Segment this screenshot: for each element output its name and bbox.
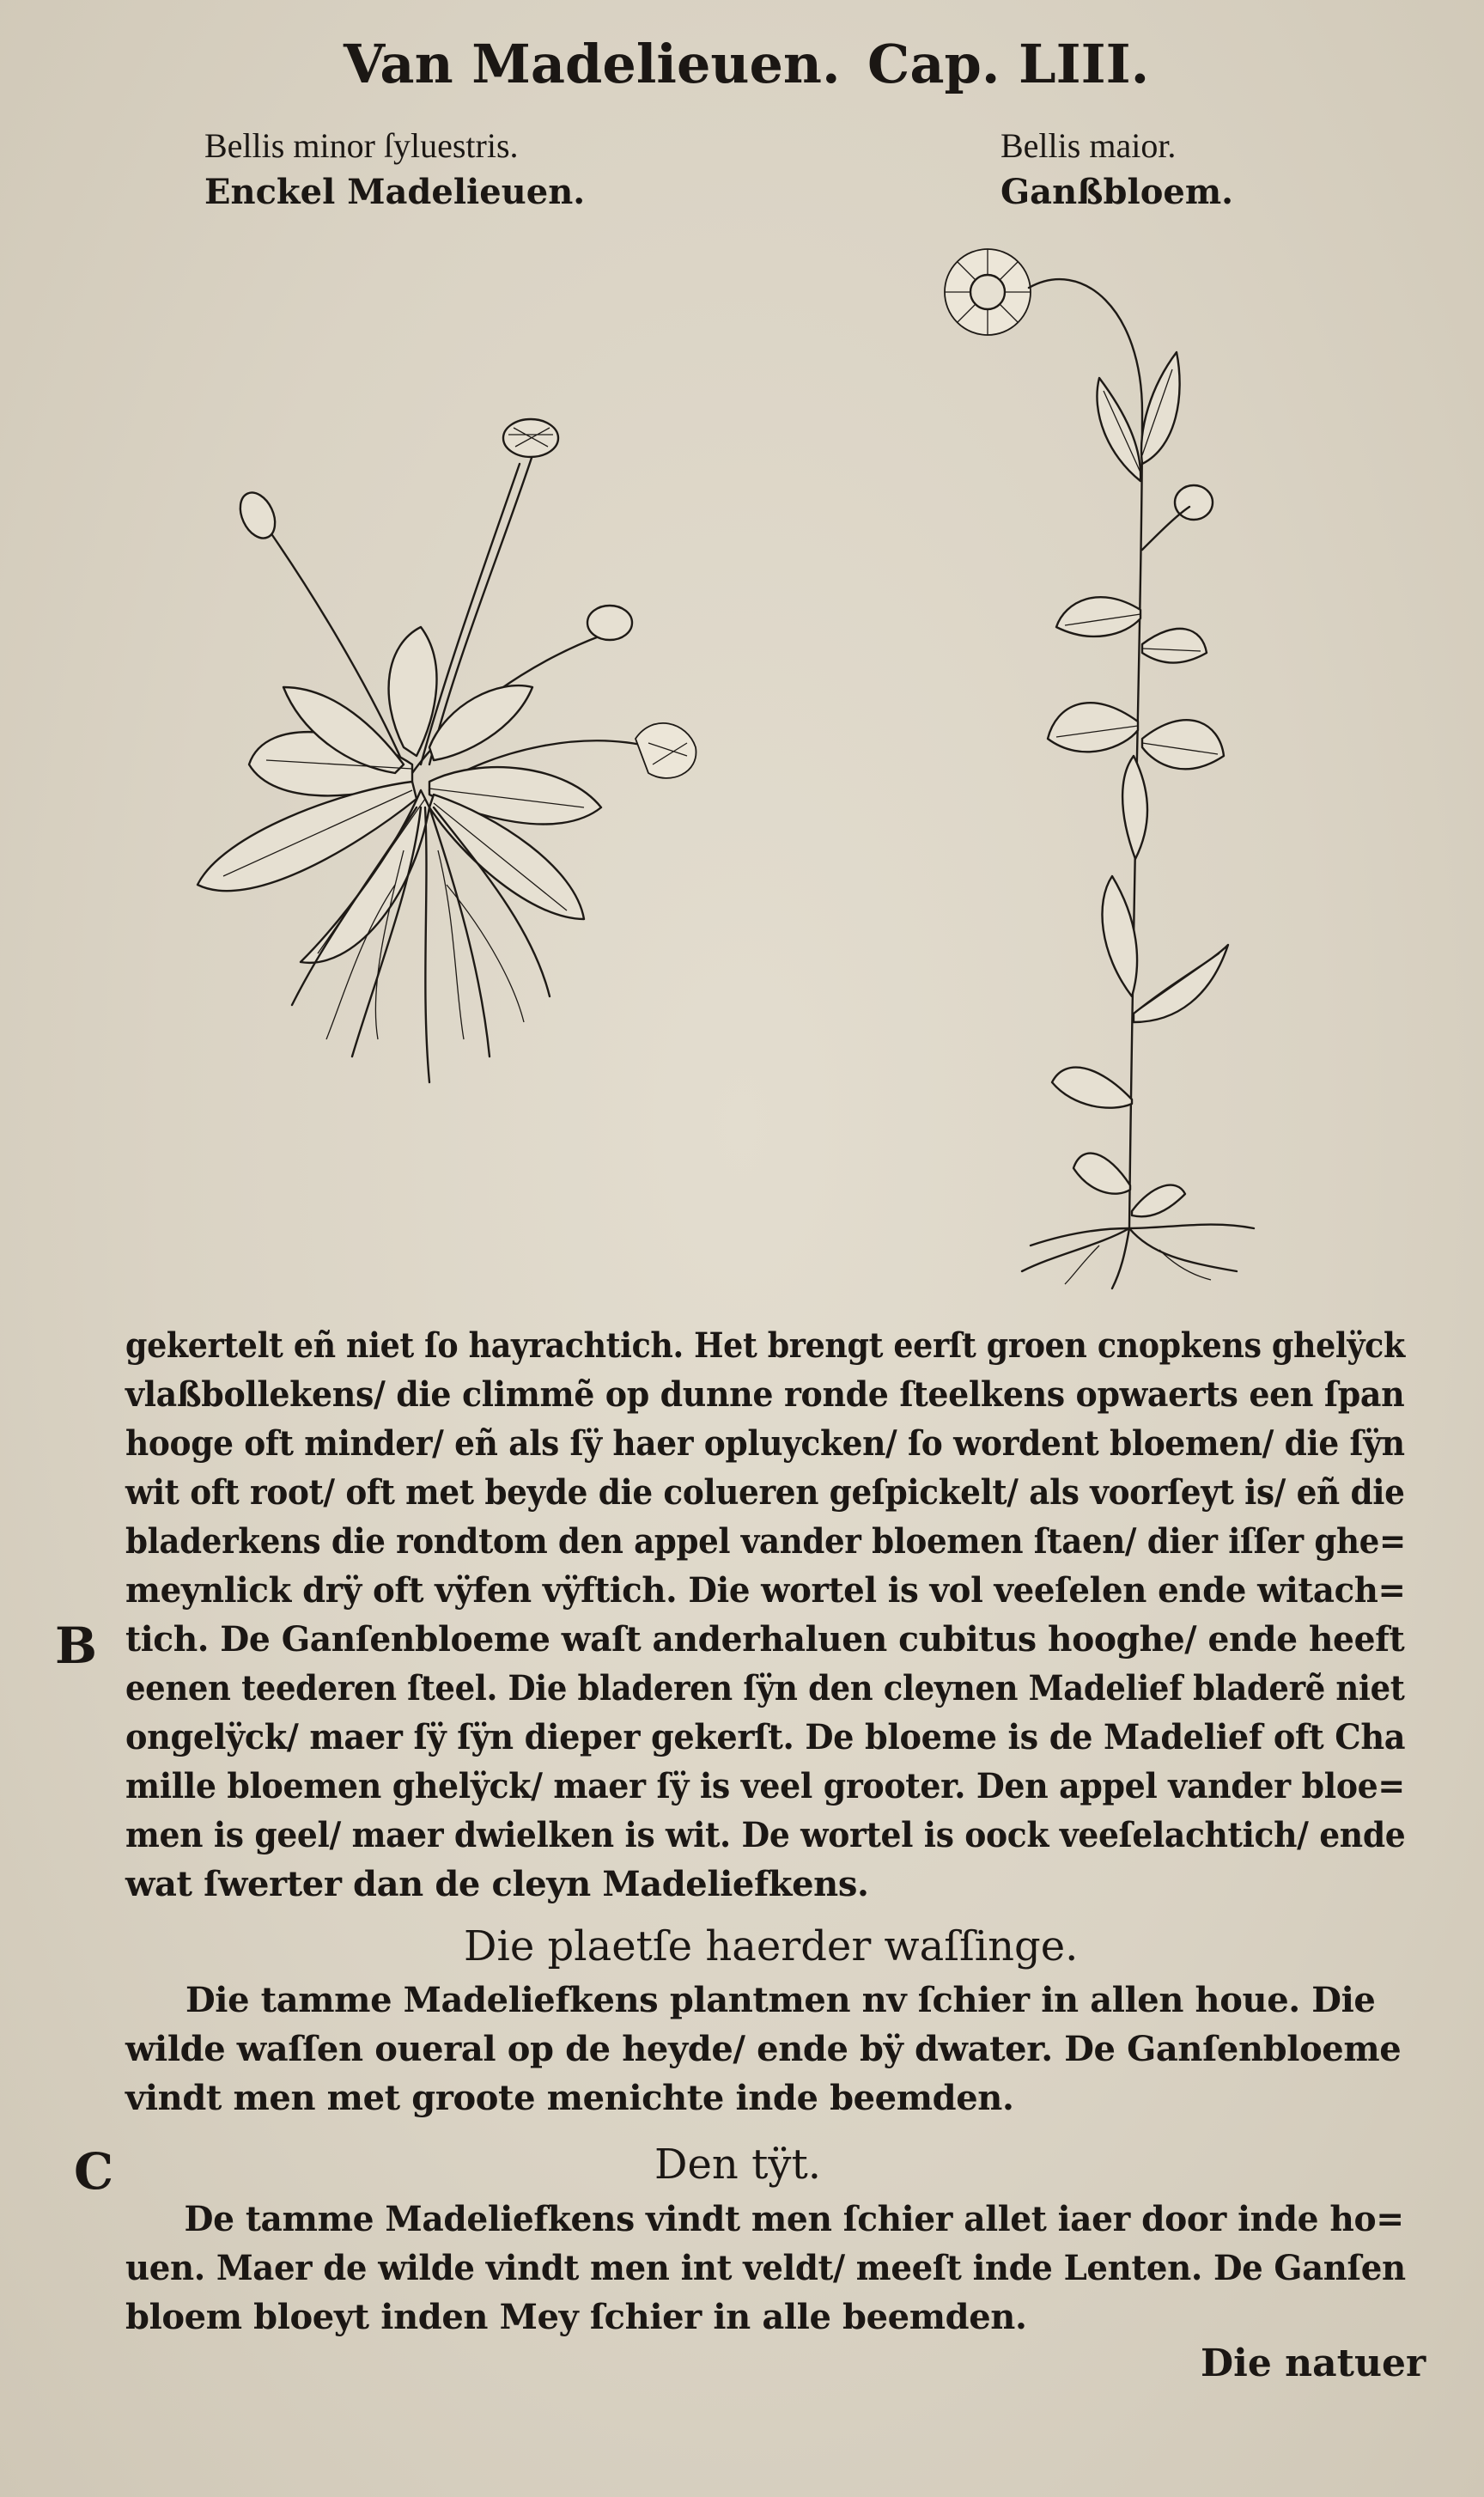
description-paragraph — [125, 1321, 1405, 1909]
catchword: Die natuer — [1201, 2342, 1426, 2385]
section-heading-place: Die plaetſe haerder waſſinge. — [464, 1922, 1079, 1970]
text-line: meynlick drÿ oft vÿfen vÿftich. Die wortel is vol veeſelen ende witach= — [125, 1570, 1406, 1611]
right-figure-vernacular-name: Ganßbloem. — [1000, 172, 1234, 212]
text-line: hooge oft minder/ eñ als ſÿ haer opluycken/ ſo wordent bloemen/ die ſÿn — [125, 1423, 1405, 1464]
section-heading-time: Den tÿt. — [654, 2141, 822, 2189]
running-title: Van Madelieuen. — [344, 33, 841, 95]
text-line: Die tamme Madeliefkens plantmen nv ſchier in allen houe. Die — [186, 1980, 1376, 2020]
text-line: bladerkens die rondtom den appel vander bloemen ſtaen/ dier iſſer ghe= — [125, 1521, 1406, 1562]
text-line: wit oft root/ oft met beyde die colueren geſpickelt/ als voorſeyt is/ eñ die — [125, 1472, 1405, 1513]
left-figure-vernacular-name: Enckel Madelieuen. — [204, 172, 586, 212]
text-line: men is geel/ maer dwielken is wit. De wortel is oock veeſelachtich/ ende — [125, 1815, 1406, 1855]
small-daisy-woodcut — [172, 404, 721, 1117]
text-line: De tamme Madeliefkens vindt men ſchier allet iaer door inde ho= — [184, 2199, 1404, 2239]
text-line: wilde waſſen oueral op de heyde/ ende bÿ dwater. De Ganſenbloeme — [125, 2029, 1402, 2069]
time-paragraph — [125, 2195, 1405, 2342]
text-line: gekertelt eñ niet ſo hayrachtich. Het brengt eerſt groen cnopkens ghelÿck — [125, 1325, 1405, 1366]
text-line: wat ſwerter dan de cleyn Madeliefkens. — [125, 1864, 869, 1904]
text-line: ongelÿck/ maer ſÿ ſÿn dieper gekerſt. De bloeme is de Madelief oft Cha — [125, 1717, 1406, 1757]
oxeye-daisy-woodcut — [928, 241, 1288, 1297]
text-line: tich. De Ganſenbloeme waſt anderhaluen cubitus hooghe/ ende heeft — [125, 1619, 1405, 1660]
text-line: bloem bloeyt inden Mey ſchier in alle beemden. — [125, 2297, 1027, 2337]
text-line: vlaßbollekens/ die climmẽ op dunne ronde ſteelkens opwaerts een ſpan — [125, 1374, 1405, 1415]
place-paragraph — [125, 1976, 1405, 2122]
chapter-number: Cap. LIII. — [867, 33, 1150, 95]
left-figure-latin-name: Bellis minor ſyluestris. — [204, 126, 519, 165]
margin-letter-b: B — [55, 1617, 98, 1675]
right-figure-latin-name: Bellis maior. — [1000, 126, 1177, 165]
text-line: vindt men met groote menichte inde beemden. — [125, 2078, 1014, 2118]
margin-letter-c: C — [74, 2142, 114, 2201]
text-line: mille bloemen ghelÿck/ maer ſÿ is veel grooter. Den appel vander bloe= — [125, 1766, 1405, 1806]
text-line: uen. Maer de wilde vindt men int veldt/ meeſt inde Lenten. De Ganſen — [125, 2248, 1406, 2288]
text-line: eenen teederen ſteel. Die bladeren ſÿn den cleynen Madelief bladerẽ niet — [125, 1668, 1405, 1708]
